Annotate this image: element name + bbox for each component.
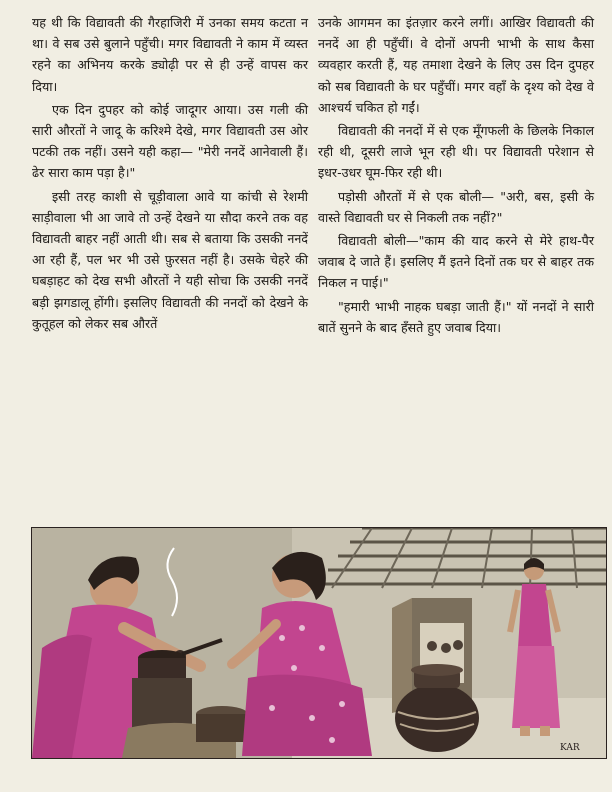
right-text-column (318, 12, 594, 338)
paragraph: एक दिन दुपहर को कोई जादूगर आया। उस गली की सारी औरतों ने जादू के करिश्मे देखे, मगर विद्यावती उस ओर पटकी तक नहीं। उसने यही कहा— "मेरी ननदें आनेवाली हैं। ढेर सारा काम पड़ा है।" (32, 101, 308, 181)
paragraph: पड़ोसी औरतों में से एक बोली— "अरी, बस, इसी के वास्ते विद्यावती घर से निकली तक नहीं?" (318, 188, 594, 225)
paragraph: विद्यावती की ननदों में से एक मूँगफली के छिलके निकाल रही थी, दूसरी लाजे भून रही थी। पर विद्यावती परेशान से इधर-उधर घूम-फिर रही थी। (318, 123, 594, 181)
paragraph: इसी तरह काशी से चूड़ीवाला आवे या कांची से रेशमी साड़ीवाला भी आ जावे तो उन्हें देखने या सौदा करने तक वह विद्यावती बाहर नहीं आती थी। सब से बताया कि उसकी ननदें आ रही हैं, पल भर भी उसे फ़ुरसत नहीं है। उसके चेहरे की घबड़ाहट को देख सभी औरतों ने यही सोचा कि उसकी ननदें बड़ी झगडालू होंगी। इसलिए विद्यावती की ननदों को देखने के कुतूहल को लेकर सब औरतें (32, 188, 308, 331)
paragraph: उनके आगमन का इंतज़ार करने लगीं। आखिर विद्यावती की ननदें आ ही पहुँचीं। वे दोनों अपनी भाभी के साथ कैसा व्यवहार करती हैं, यह तमाशा देखने के लिए उस दिन दुपहर को सब विद्यावती के घर पहुँचीं। मगर वहाँ के दृश्य को देख वे आश्चर्य चकित हो गईं। (318, 15, 594, 115)
artist-signature: KAR (560, 743, 580, 753)
left-text-column (32, 12, 308, 334)
paragraph: यह थी कि विद्यावती की गैरहाजिरी में उनका समय कटता न था। वे सब उसे बुलाने पहुँची। मगर विद्यावती ने काम में व्यस्त रहने का अभिनय करके ड्योढ़ी पर से ही उन्हें वापस कर दिया। (32, 15, 308, 94)
illustration-art (32, 528, 606, 758)
paragraph: विद्यावती बोली—"काम की याद करने से मेरे हाथ-पैर जवाब दे जाते हैं। इसलिए मैं इतने दिनों तक घर से बाहर तक निकल न पाई।" (318, 233, 594, 291)
paragraph: "हमारी भाभी नाहक घबड़ा जाती हैं।" यों ननदों ने सारी बातें सुनने के बाद हँसते हुए जवाब दिया। (318, 298, 594, 335)
basket (196, 706, 248, 742)
story-illustration (31, 527, 607, 759)
